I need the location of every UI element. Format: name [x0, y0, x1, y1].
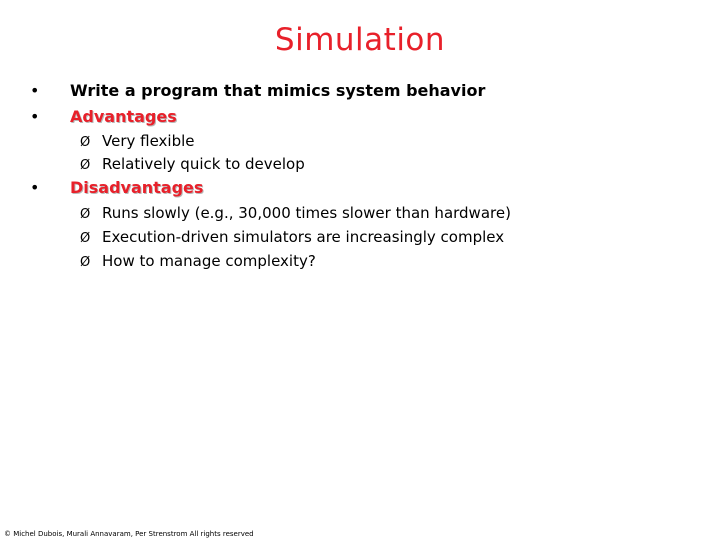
arrow-bullet-icon: Ø — [80, 207, 91, 222]
bullet-item — [30, 178, 203, 198]
sub-bullet-text: Runs slowly (e.g., 30,000 times slower than hardware) — [102, 204, 511, 222]
bullet-dot: • — [30, 81, 40, 100]
sub-bullet-item — [80, 131, 195, 153]
bullet-dot: • — [30, 178, 40, 197]
arrow-bullet-icon: Ø — [80, 255, 91, 270]
copyright-footer: © Michel Dubois, Murali Annavaram, Per Strenstrom All rights reserved — [4, 530, 254, 538]
bullet-text-disadvantages: Disadvantages — [70, 178, 204, 197]
bullet-text-advantages: Advantages — [70, 107, 177, 126]
bullet-item — [30, 81, 485, 101]
sub-bullet-item — [80, 203, 511, 225]
sub-bullet-item — [80, 227, 504, 249]
arrow-bullet-icon: Ø — [80, 231, 91, 246]
slide-title: Simulation — [274, 22, 446, 58]
sub-bullet-text: Very flexible — [102, 132, 195, 150]
sub-bullet-text: Relatively quick to develop — [102, 155, 305, 173]
sub-bullet-item — [80, 154, 305, 176]
bullet-item — [30, 107, 177, 127]
sub-bullet-item — [80, 251, 316, 273]
bullet-text: Write a program that mimics system behavior — [70, 81, 486, 100]
sub-bullet-text: How to manage complexity? — [102, 252, 316, 270]
sub-bullet-text: Execution-driven simulators are increasingly complex — [102, 228, 505, 246]
arrow-bullet-icon: Ø — [80, 135, 91, 150]
bullet-dot: • — [30, 107, 40, 126]
arrow-bullet-icon: Ø — [80, 158, 91, 173]
